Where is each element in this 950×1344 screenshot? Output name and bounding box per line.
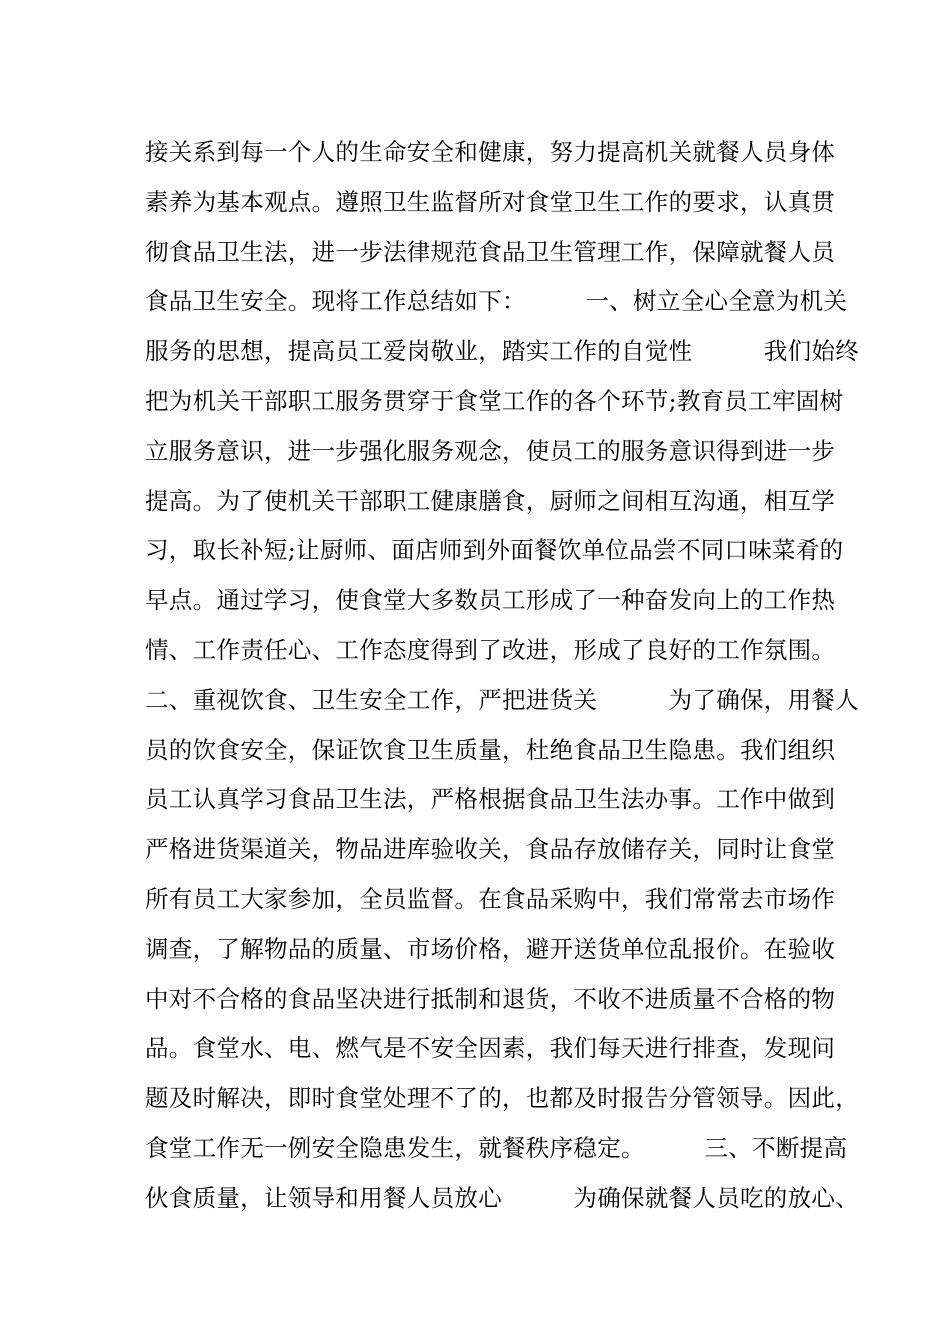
text-line: 食堂工作无一例安全隐患发生，就餐秩序稳定。 三、不断提高 — [145, 1133, 848, 1162]
text-line: 早点。通过学习，使食堂大多数员工形成了一种奋发向上的工作热 — [145, 586, 836, 615]
text-line: 二、重视饮食、卫生安全工作，严把进货关 为了确保，用餐人 — [145, 685, 859, 714]
text-line: 习，取长补短;让厨师、面店师到外面餐饮单位品尝不同口味菜肴的 — [145, 536, 844, 565]
text-line: 所有员工大家参加，全员监督。在食品采购中，我们常常去市场作 — [145, 884, 836, 913]
text-line: 员的饮食安全，保证饮食卫生质量，杜绝食品卫生隐患。我们组织 — [145, 735, 836, 764]
text-line: 立服务意识，进一步强化服务观念，使员工的服务意识得到进一步 — [145, 436, 836, 465]
text-line: 伙食质量，让领导和用餐人员放心 为确保就餐人员吃的放心、 — [145, 1183, 859, 1212]
text-line: 提高。为了使机关干部职工健康膳食，厨师之间相互沟通，相互学 — [145, 486, 836, 515]
text-line: 服务的思想，提高员工爱岗敬业，踏实工作的自觉性 我们始终 — [145, 337, 859, 366]
text-line: 题及时解决，即时食堂处理不了的，也都及时报告分管领导。因此， — [145, 1084, 859, 1113]
text-line: 调查，了解物品的质量、市场价格，避开送货单位乱报价。在验收 — [145, 934, 836, 963]
text-line: 接关系到每一个人的生命安全和健康，努力提高机关就餐人员身体 — [145, 138, 836, 166]
text-line: 严格进货渠道关，物品进库验收关，食品存放储存关，同时让食堂 — [145, 835, 836, 864]
text-line: 员工认真学习食品卫生法，严格根据食品卫生法办事。工作中做到 — [145, 785, 836, 814]
body-text — [145, 128, 859, 1224]
text-line: 情、工作责任心、工作态度得到了改进，形成了良好的工作氛围。 — [145, 635, 836, 664]
text-line: 品。食堂水、电、燃气是不安全因素，我们每天进行排查，发现问 — [145, 1034, 836, 1063]
text-line: 把为机关干部职工服务贯穿于食堂工作的各个环节;教育员工牢固树 — [145, 386, 844, 415]
text-line: 素养为基本观点。遵照卫生监督所对食堂卫生工作的要求，认真贯 — [145, 187, 836, 216]
text-line: 中对不合格的食品坚决进行抵制和退货，不收不进质量不合格的物 — [145, 984, 836, 1013]
text-line: 彻食品卫生法，进一步法律规范食品卫生管理工作，保障就餐人员 — [145, 237, 836, 266]
text-line: 食品卫生安全。现将工作总结如下： 一、树立全心全意为机关 — [145, 287, 848, 316]
